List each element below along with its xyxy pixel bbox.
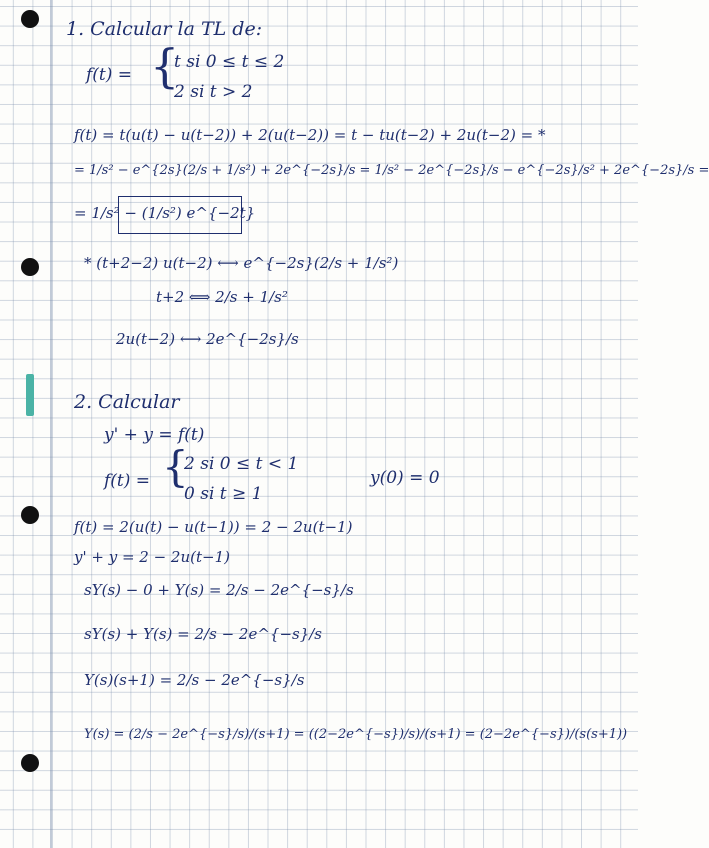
step-line: f(t) = t(u(t) − u(t−2)) + 2(u(t−2)) = t − tu(t−2) + 2u(t−2) = * xyxy=(74,126,546,144)
step-line: y' + y = 2 − 2u(t−1) xyxy=(74,548,230,566)
piecewise-label: f(t) = xyxy=(104,471,151,491)
binder-hole xyxy=(21,10,39,28)
binder-hole xyxy=(21,754,39,772)
initial-condition: y(0) = 0 xyxy=(370,468,440,488)
piecewise-row-top: 2 si 0 ≤ t < 1 xyxy=(184,454,299,474)
step-line: Y(s) = (2/s − 2e^{−s}/s)/(s+1) = ((2−2e^{−s})/s)/(s+1) = (2−2e^{−s})/(s(s+1)) xyxy=(84,727,628,742)
piecewise-brace: { xyxy=(150,39,180,93)
side-calc-line: 2u(t−2) ⟷ 2e^{−2s}/s xyxy=(116,330,299,348)
boxed-result: = 1/s² − (1/s²) e^{−2t} xyxy=(74,204,256,222)
piecewise-label: f(t) = xyxy=(86,65,133,85)
problem-2-heading: 2. Calcular xyxy=(74,391,180,413)
piecewise-row-bottom: 0 si t ≥ 1 xyxy=(184,484,263,504)
side-calc-line: t+2 ⟺ 2/s + 1/s² xyxy=(156,288,288,306)
piecewise-row-top: t si 0 ≤ t ≤ 2 xyxy=(174,52,285,72)
margin-line xyxy=(50,0,52,848)
piecewise-brace: { xyxy=(162,442,189,491)
problem-1-heading: 1. Calcular la TL de: xyxy=(66,18,263,40)
piecewise-row-bottom: 2 si t > 2 xyxy=(174,82,253,102)
step-line: f(t) = 2(u(t) − u(t−1)) = 2 − 2u(t−1) xyxy=(74,518,353,536)
binder-hole xyxy=(21,258,39,276)
side-calc-line: * (t+2−2) u(t−2) ⟷ e^{−2s}(2/s + 1/s²) xyxy=(84,254,399,272)
ode-line: y' + y = f(t) xyxy=(104,425,205,445)
step-line: Y(s)(s+1) = 2/s − 2e^{−s}/s xyxy=(84,671,305,689)
paper-brand-tab xyxy=(26,374,34,416)
step-line: sY(s) + Y(s) = 2/s − 2e^{−s}/s xyxy=(84,625,323,643)
binder-hole xyxy=(21,506,39,524)
step-line: = 1/s² − e^{2s}(2/s + 1/s²) + 2e^{−2s}/s = 1/s² − 2e^{−2s}/s − e^{−2s}/s² + 2e^{−2s}/s = xyxy=(74,163,709,178)
step-line: sY(s) − 0 + Y(s) = 2/s − 2e^{−s}/s xyxy=(84,581,354,599)
